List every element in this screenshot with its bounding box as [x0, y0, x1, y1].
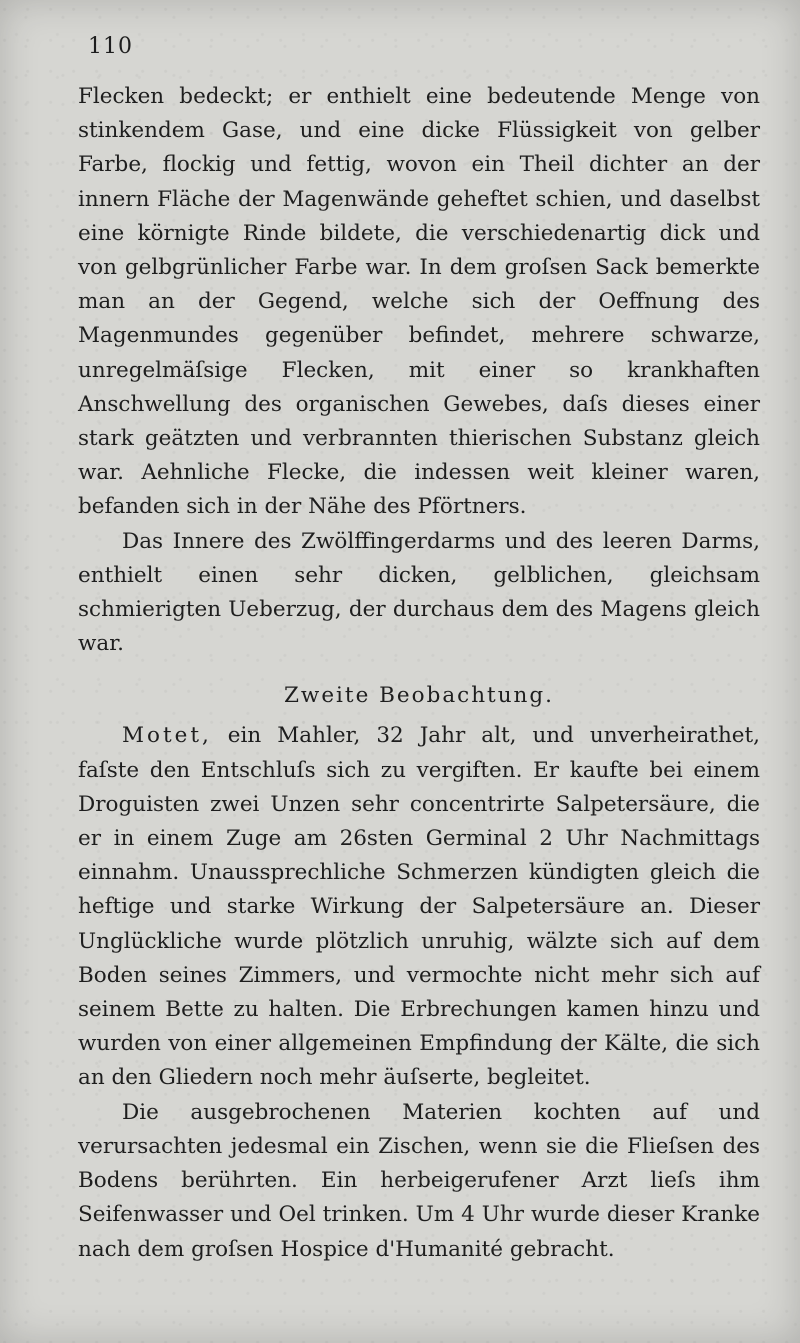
paragraph-vomit: Die ausgebrochenen Materien kochten auf und verursachten jedesmal ein Zischen, wenn sie die Flieſsen des Bodens berührten. Ein herbeigerufener Arzt lieſs ihm Seifenwasser und Oel trinken. Um 4 Uhr wurde dieser Kranke nach dem groſsen Hospice d'Humanité gebracht.: [78, 1099, 760, 1262]
section-heading: Zweite Beobachtung.: [283, 683, 554, 709]
paragraph-continuation: Flecken bedeckt; er enthielt eine bedeutende Menge von stinkendem Gase, und eine dicke Flüssigkeit von gelber Farbe, flockig und fettig, wovon ein Theil dichter an der innern Fläche der Magenwände geheftet schien, und daselbst eine körnigte Rinde bildete, die verschiedenartig dick und von gelbgrünlicher Farbe war. In dem groſsen Sack bemerkte man an der Gegend, welche sich der Oeffnung des Magenmundes gegenüber befindet, mehrere schwarze, unregelmäſsige Flecken, mit einer so krankhaften Anschwellung des organischen Gewebes, daſs dieses einer stark geätzten und verbrannten thierischen Substanz gleich war. Aehnliche Flecke, die indessen weit kleiner waren, befanden sich in der Nähe des Pförtners.: [78, 84, 760, 520]
paragraph-motet: [78, 719, 760, 1095]
paragraph-duodenum: Das Innere des Zwölffingerdarms und des leeren Darms, enthielt einen sehr dicken, gelblichen, gleichsam schmierigten Ueberzug, der durchaus dem des Magens gleich war.: [78, 528, 760, 657]
page-body: [78, 80, 760, 1267]
paragraph-motet-text: ein Mahler, 32 Jahr alt, und unverheirathet, faſste den Entschluſs sich zu vergiften. Er kaufte bei einem Droguisten zwei Unzen sehr concentrirte Salpetersäure, die er in einem Zuge am 26sten Germinal 2 Uhr Nachmittags einnahm. Unaussprechliche Schmerzen kündigten gleich die heftige und starke Wirkung der Salpetersäure an. Dieser Unglückliche wurde plötzlich unruhig, wälzte sich auf dem Boden seines Zimmers, und vermochte nicht mehr sich auf seinem Bette zu halten. Die Erbrechungen kamen hinzu und wurden von einer allgemeinen Empfindung der Kälte, die sich an den Gliedern noch mehr äuſserte, begleitet.: [78, 723, 760, 1091]
page-number: 110: [88, 34, 133, 59]
patient-name: Motet,: [122, 723, 212, 749]
